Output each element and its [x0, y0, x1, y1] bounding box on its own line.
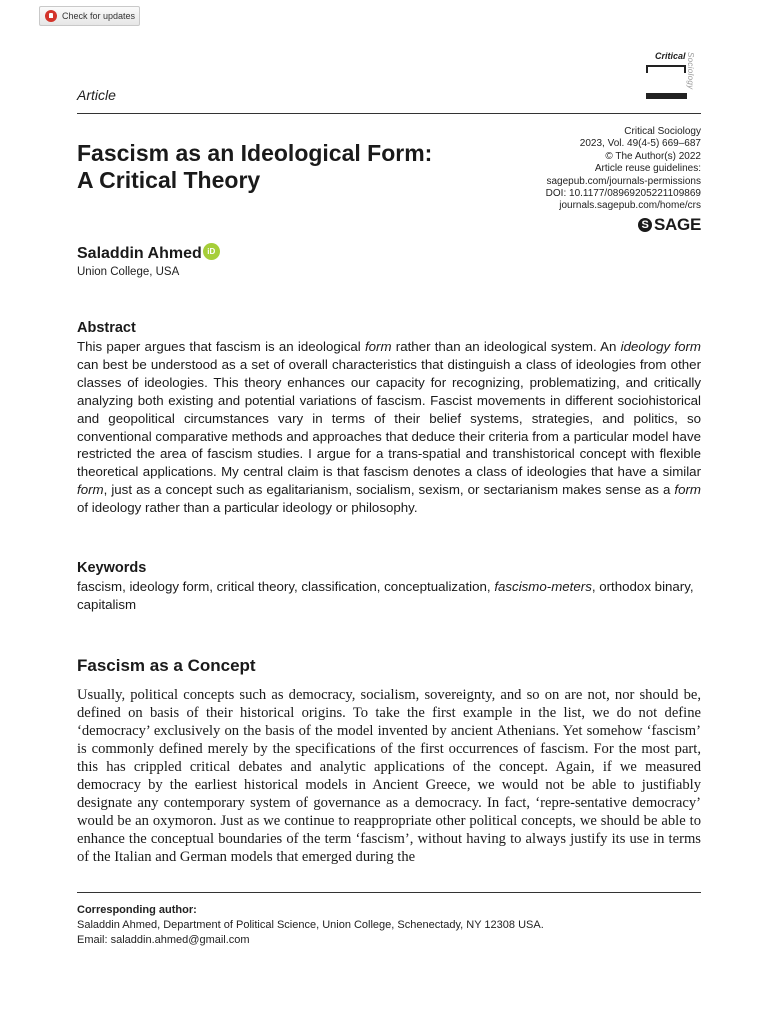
- abstract-emphasis: form: [77, 482, 104, 498]
- section-body: Usually, political concepts such as democracy, socialism, sovereignty, and so on are not, nor should be, defined on basis of their historical origins. To take the first example in the list, we do not define ‘democracy’ exclusively on the basis of the model invented by ancient Athenians. Yet somehow ‘fascism’ is commonly defined merely by the specifications of the first occurrences of fascism. For the most part, this has crippled critical debates and analytic applications of the concept. Again, if we measured democracy by the earliest historical models in Ancient Greece, we would not be able to justifiably designate any contemporary system of governance as a democracy. In fact, ‘repre-sentative democracy’ would be an oxymoron. Just as we continue to reappropriate other political concepts, we should be able to enhance the conceptual boundaries of the term ‘fascism’, without having to always justify its use in terms of the Italian and German models that emerged during the: [77, 687, 701, 865]
- footer-divider: [77, 892, 701, 893]
- author-line: [77, 245, 220, 263]
- journal-logo-frame: [646, 65, 686, 73]
- article-title: [77, 140, 497, 194]
- abstract-run: can best be understood as a set of overall characteristics that distinguish a class of ideologies from other classes of ideologies. This theory enhances our capacity for recognizing, problematizing, and critically analyzing both existing and potential variations of fascism. Fascist movements in different sociohistorical and geopolitical circumstances vary in terms of their belief systems, strategies, and politics, so conventional comparative methods and approaches that deduce their criteria from a particular model have restricted the area of fascism studies. I argue for a trans-spatial and transhistorical concept with flexible theoretical applications. My central claim is that fascism denotes a class of ideologies that have a similar: [77, 356, 701, 480]
- correspondence-block: [77, 903, 701, 948]
- keywords-emphasis: fascismo-meters: [494, 579, 592, 594]
- update-icon: [45, 10, 57, 22]
- check-for-updates-button[interactable]: [39, 6, 140, 26]
- check-for-updates-label: Check for updates: [62, 11, 136, 21]
- journal-logo-text: Critical: [655, 51, 686, 61]
- correspondence-email[interactable]: Email: saladdin.ahmed@gmail.com: [77, 934, 250, 946]
- reuse-link[interactable]: sagepub.com/journals-permissions: [546, 175, 701, 187]
- doi[interactable]: DOI: 10.1177/08969205221109869: [545, 188, 701, 200]
- keywords-text: [77, 578, 701, 614]
- copyright: © The Author(s) 2022: [605, 150, 701, 162]
- keywords-run: fascism, ideology form, critical theory, classification, conceptualization,: [77, 579, 495, 594]
- abstract-run: of ideology rather than a particular ideology or philosophy.: [77, 500, 418, 516]
- reuse-label: Article reuse guidelines:: [594, 163, 701, 175]
- orcid-icon[interactable]: iD: [203, 243, 220, 260]
- correspondence-label: Corresponding author:: [77, 904, 197, 916]
- article-type-label: Article: [77, 87, 116, 103]
- journal-name: Critical Sociology: [624, 126, 701, 137]
- keywords-heading: Keywords: [77, 560, 147, 576]
- header-divider: [77, 113, 701, 114]
- journal-logo-bar: [646, 93, 687, 99]
- publisher-logo: [638, 215, 701, 235]
- correspondence-address: Saladdin Ahmed, Department of Political Science, Union College, Schenectady, NY 12308 USA.: [77, 919, 544, 931]
- author-name: Saladdin Ahmed: [77, 245, 202, 262]
- journal-logo-vertical-text: Sociology: [686, 52, 695, 90]
- author-affiliation: Union College, USA: [77, 266, 180, 278]
- volume-info: 2023, Vol. 49(4-5) 669–687: [579, 138, 701, 150]
- abstract-heading: Abstract: [77, 320, 136, 336]
- abstract-emphasis: form: [674, 482, 701, 498]
- title-line-1: Fascism as an Ideological Form:: [77, 140, 433, 166]
- abstract-emphasis: form: [364, 339, 392, 354]
- publication-metadata: [481, 126, 701, 213]
- abstract-emphasis: ideology form: [620, 339, 701, 354]
- abstract-run: This paper argues that fascism is an ideological: [77, 339, 365, 354]
- keywords-run: , orthodox binary, capitalism: [77, 579, 694, 612]
- journal-url[interactable]: journals.sagepub.com/home/crs: [559, 200, 701, 212]
- section-heading: Fascism as a Concept: [77, 656, 256, 675]
- publisher-name: SAGE: [654, 215, 701, 234]
- sage-s-icon: S: [638, 218, 652, 232]
- abstract-run: rather than an ideological system. An: [391, 339, 621, 354]
- abstract-run: , just as a concept such as egalitarianism, socialism, sexism, or sectarianism makes sense as a: [103, 482, 675, 498]
- abstract-text: [77, 338, 701, 517]
- title-line-2: A Critical Theory: [77, 167, 261, 193]
